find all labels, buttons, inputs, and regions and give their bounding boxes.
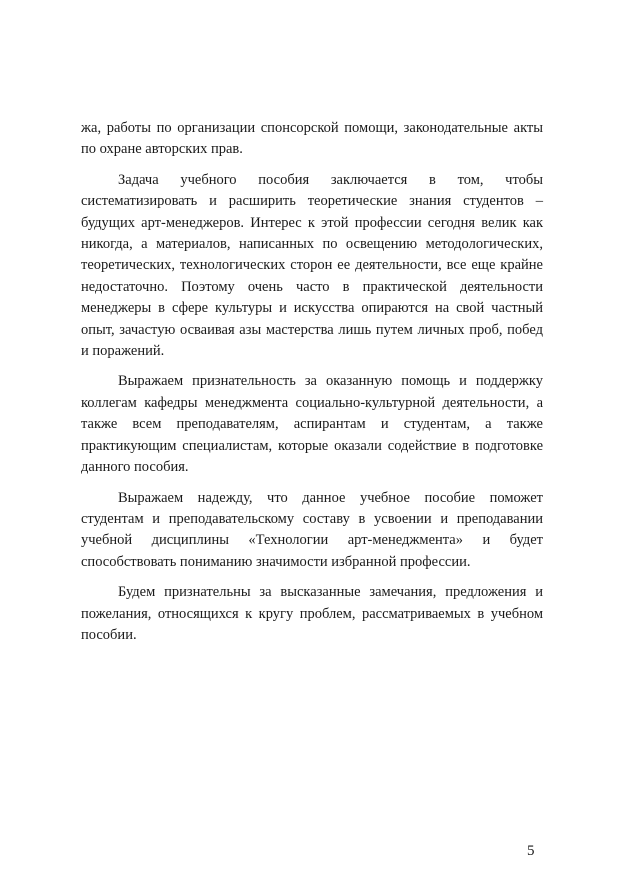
body-text (81, 118, 543, 655)
paragraph-feedback: Будем признательны за высказанные замечания, предложения и пожелания, относящихся к кругу проблем, рассматриваемых в учебном пособии. (81, 584, 543, 643)
paragraph-hope: Выражаем надежду, что данное учебное пособие поможет студентам и преподавательскому составу в усвоении и преподавании учебной дисциплины «Технологии арт-менеджмента» и будет способствовать пониманию значимости избранной профессии. (81, 489, 543, 570)
page-number: 5 (527, 843, 535, 859)
paragraph-continuation: жа, работы по организации спонсорской помощи, законодательные акты по охране авторских прав. (81, 120, 543, 158)
paragraph-task: Задача учебного пособия заключается в том, чтобы систематизировать и расширить теоретические знания студентов – будущих арт-менеджеров. Интерес к этой профессии сегодня велик как никогда, а материалов, написанных по освещению методологических, теоретических, технологических сторон ее деятельности, все еще крайне недостаточно. Поэтому очень часто в практической деятельности менеджеры в сфере культуры и искусства опираются на свой частный опыт, зачастую осваивая азы мастерства лишь путем личных проб, побед и поражений. (81, 171, 543, 360)
paragraph-gratitude: Выражаем признательность за оказанную помощь и поддержку коллегам кафедры менеджмента социально-культурной деятельности, а также всем преподавателям, аспирантам и студентам, а также практикующим специалистам, которые оказали содействие в подготовке данного пособия. (81, 373, 543, 476)
